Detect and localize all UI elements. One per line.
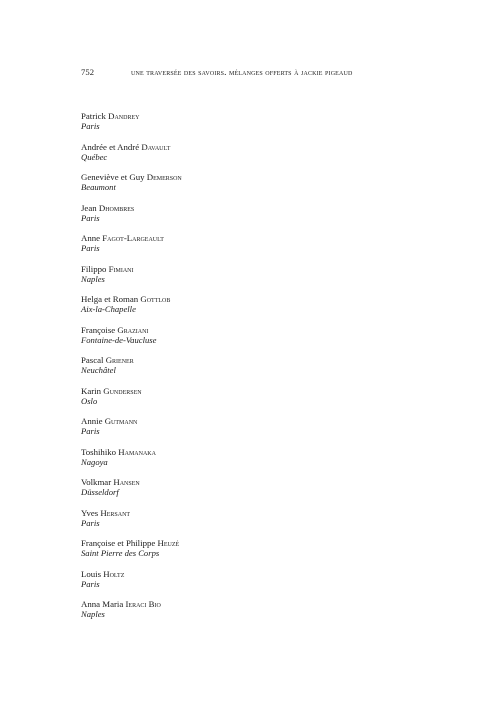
list-item — [81, 203, 381, 234]
person-name — [81, 142, 381, 152]
place-name: Paris — [81, 212, 100, 223]
place-name: Paris — [81, 426, 100, 436]
list-item — [81, 477, 381, 508]
given-name: Karin — [81, 385, 102, 396]
given-name: Yves — [81, 507, 99, 518]
person-name — [81, 355, 381, 365]
place-name: Fontaine-de-Vaucluse — [81, 334, 157, 345]
given-name: Patrick — [81, 111, 106, 121]
page-number: 752 — [81, 67, 95, 77]
person-name — [81, 172, 381, 182]
given-name: Filippo — [81, 263, 107, 274]
given-name: Andrée et André — [81, 141, 140, 152]
given-name: Volkmar — [81, 477, 112, 487]
person-name — [81, 569, 381, 579]
surname: Heuzé — [157, 538, 180, 548]
list-item — [81, 569, 381, 600]
surname: Gundersen — [103, 385, 142, 396]
place-name: Oslo — [81, 395, 98, 406]
given-name: Geneviève et Guy — [81, 172, 145, 182]
surname: Dandrey — [108, 111, 140, 121]
surname: Gutmann — [104, 416, 138, 426]
person-name — [81, 416, 381, 426]
given-name: Jean — [81, 202, 97, 213]
person-name — [81, 386, 381, 396]
place-name: Paris — [81, 121, 100, 131]
list-item — [81, 416, 381, 447]
given-name: Helga et Roman — [81, 294, 139, 304]
list-item — [81, 508, 381, 539]
person-name — [81, 538, 381, 548]
place-name: Paris — [81, 578, 100, 589]
person-name — [81, 599, 381, 609]
place-name: Québec — [81, 151, 108, 162]
given-name: Françoise et Philippe — [81, 538, 156, 548]
list-item — [81, 599, 381, 630]
list-item — [81, 355, 381, 386]
surname: Holtz — [103, 568, 125, 579]
person-name — [81, 203, 381, 213]
place-name: Neuchâtel — [81, 365, 116, 375]
surname: Gottlob — [140, 294, 171, 304]
surname: Fagot-Largeault — [102, 233, 164, 243]
place-name: Nagoya — [81, 456, 108, 467]
person-name — [81, 447, 381, 457]
given-name: Louis — [81, 568, 102, 579]
surname: Dhombres — [98, 202, 135, 213]
place-name: Beaumont — [81, 182, 116, 192]
list-item — [81, 264, 381, 295]
surname: Hansen — [113, 477, 140, 487]
person-name — [81, 264, 381, 274]
surname: Davault — [141, 141, 171, 152]
person-name — [81, 233, 381, 243]
list-item — [81, 172, 381, 203]
list-item — [81, 447, 381, 478]
list-item — [81, 386, 381, 417]
surname: Hamanaka — [118, 446, 156, 457]
person-name — [81, 294, 381, 304]
place-name: Paris — [81, 517, 100, 528]
surname: Fimiani — [108, 263, 134, 274]
list-item — [81, 538, 381, 569]
subscriber-list — [81, 111, 381, 630]
given-name: Toshihiko — [81, 446, 117, 457]
person-name — [81, 477, 381, 487]
given-name: Pascal — [81, 355, 104, 365]
person-name — [81, 325, 381, 335]
running-title: une traversée des savoirs. mélanges offerts à jackie pigeaud — [131, 67, 353, 77]
surname: Demerson — [146, 172, 182, 182]
surname: Ieraci Bio — [125, 599, 161, 609]
place-name: Aix-la-Chapelle — [81, 304, 136, 314]
place-name: Naples — [81, 273, 105, 284]
person-name — [81, 508, 381, 518]
given-name: Anna Maria — [81, 599, 124, 609]
surname: Hersant — [100, 507, 131, 518]
place-name: Düsseldorf — [81, 487, 119, 497]
list-item — [81, 233, 381, 264]
surname: Griener — [105, 355, 134, 365]
running-header — [81, 67, 411, 81]
place-name: Naples — [81, 609, 105, 619]
place-name: Paris — [81, 243, 100, 253]
list-item — [81, 111, 381, 142]
list-item — [81, 325, 381, 356]
list-item — [81, 142, 381, 173]
person-name — [81, 111, 381, 121]
given-name: Françoise — [81, 324, 116, 335]
given-name: Anne — [81, 233, 101, 243]
given-name: Annie — [81, 416, 103, 426]
surname: Graziani — [117, 324, 149, 335]
list-item — [81, 294, 381, 325]
place-name: Saint Pierre des Corps — [81, 548, 160, 558]
